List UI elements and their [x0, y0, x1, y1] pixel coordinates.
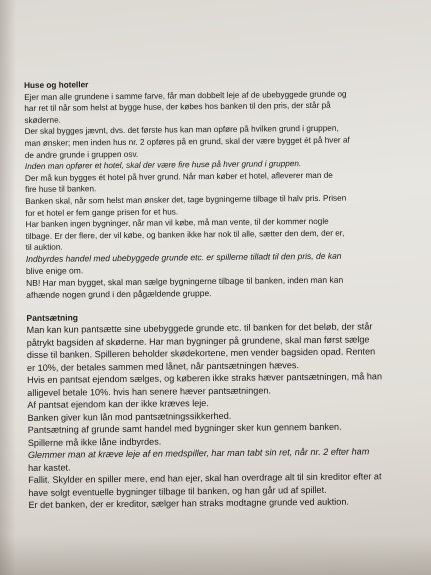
- paragraph-line: Der må kun bygges ét hotel på hver grund. Når man køber et hotel, afleverer man de: [24, 170, 333, 183]
- paragraph-line: Man kan kun pantsætte sine ubebyggede grunde etc. til banken for det beløb, der står: [26, 321, 373, 336]
- paragraph-line: tilbage. Er der flere, der vil købe, og banken ikke har nok til alle, sætter den dem, der er,: [25, 228, 345, 241]
- paragraph-line: skøderne.: [24, 115, 61, 125]
- paragraph-line: fire huse til banken.: [25, 184, 97, 195]
- paragraph-line: disse til banken. Spilleren beholder skødekortene, men vender bagsiden opad. Renten: [26, 346, 376, 361]
- paragraph-line: Spillerne må ikke låne indbyrdes.: [27, 436, 162, 448]
- paragraph-line: have solgt eventuelle bygninger tilbage til banken, og han går ud af spillet.: [28, 484, 327, 498]
- paragraph-line: NB! Har man bygget, skal man sælge bygningerne tilbage til banken, inden man kan: [26, 274, 344, 288]
- paragraph-line: Hvis en pantsat ejendom sælges, og køberen ikke straks hæver pantsætningen, må han: [27, 371, 383, 386]
- paragraph-line: til auktion.: [25, 242, 63, 253]
- paragraph-line: Der skal bygges jævnt, dvs. det første hus kan man opføre på hvilken grund i gruppen,: [24, 124, 339, 137]
- paragraph-line: Pantsætning af grunde samt handel med bygninger sker kun gennem banken.: [27, 422, 342, 436]
- page-shadow-bottom: [0, 535, 431, 575]
- paragraph-line: Banken giver kun lån mod pantsætningssikkerhed.: [27, 410, 232, 423]
- paragraph-line: påtrykt bagsiden af skøderne. Har man bygninger på grundene, skal man først sælge: [26, 334, 370, 348]
- paragraph-line: Glemmer man at kræve leje af en medspiller, har man tabt sin ret, når nr. 2 efter ham: [27, 446, 370, 461]
- paragraph-line: blive enige om.: [25, 265, 84, 276]
- paragraph-line: Fallit. Skylder en spiller mere, end han ejer, skal han overdrage alt til sin kreditor efter at: [28, 471, 382, 486]
- paragraph-line: Er det banken, der er kreditor, sælger han straks modtagne grunde ved auktion.: [28, 497, 349, 511]
- paragraph-line: er 10%, der betales sammen med lånet, når pantsætningen hæves.: [26, 360, 300, 373]
- paragraph-line: man ønsker; men inden hus nr. 2 opføres på en grund, skal der være bygget ét på hver af: [24, 135, 350, 148]
- paragraph-line: har ret til når som helst at bygge huse, der købes hos banken til den pris, der står på: [24, 100, 331, 114]
- paragraph-line: alligevel betale 10%. hvis han senere hæver pantsætningen.: [27, 385, 271, 398]
- paragraph-line: for et hotel er fem gange prisen for et hus.: [25, 206, 179, 218]
- paragraph-line: Inden man opfører et hotel, skal der være fire huse på hver grund i gruppen.: [24, 159, 302, 172]
- rules-text: [24, 76, 419, 512]
- section-heading-houses-hotels: Huse og hoteller: [24, 80, 89, 90]
- section-heading-mortgage: Pantsætning: [26, 311, 79, 323]
- paragraph-line: Ejer man alle grundene i samme farve, får man dobbelt leje af de ubebyggede grunde og: [24, 89, 347, 102]
- paragraph-line: Indbyrdes handel med ubebyggede grunde etc. er spillerne tilladt til den pris, de kan: [25, 250, 342, 264]
- page-shadow-left: [0, 0, 16, 575]
- paragraph-line: de andre grunde i gruppen osv.: [24, 149, 139, 160]
- paragraph-line: Banken skal, når som helst man ønsker det, tage bygningerne tilbage til halv pris. Prisen: [25, 193, 347, 206]
- paragraph-line: Af pantsat ejendom kan der ikke kræves leje.: [27, 398, 209, 411]
- paragraph-line: afhænde nogen grund i den pågældende gruppe.: [26, 287, 212, 300]
- paragraph-line: Har banken ingen bygninger, når man vil købe, må man vente, til der kommer nogle: [25, 216, 329, 230]
- paragraph-line: har kastet.: [28, 462, 71, 473]
